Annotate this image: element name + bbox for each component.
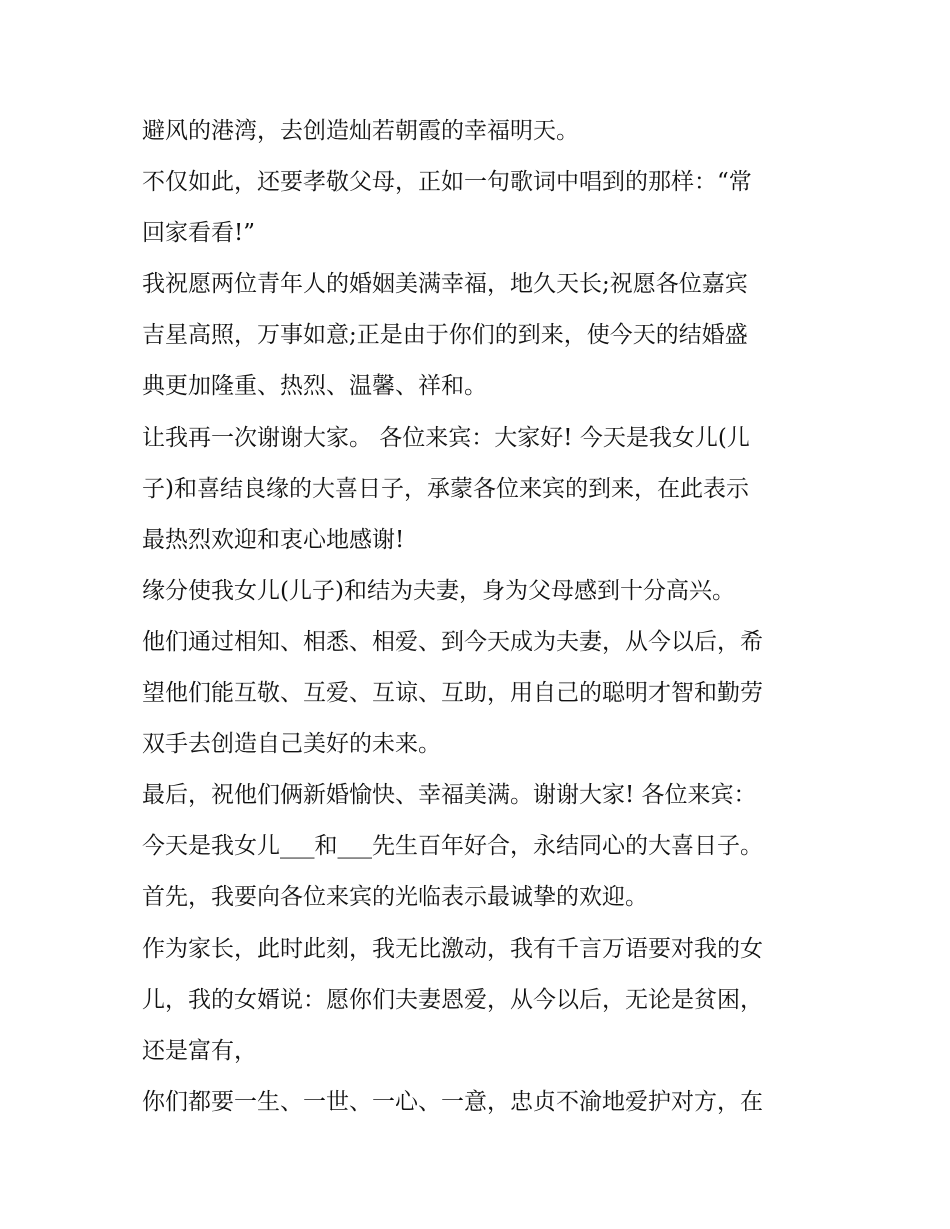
text-line: 还是富有， [142,1037,257,1064]
text-line: 子)和喜结良缘的大喜日子，承蒙各位来宾的到来，在此表示 [142,475,749,502]
text-line: 他们通过相知、相悉、相爱、到今天成为夫妻，从今以后，希 [142,628,763,655]
text-line: 吉星高照，万事如意;正是由于你们的到来，使今天的结婚盛 [142,322,748,349]
text-line: 缘分使我女儿(儿子)和结为夫妻，身为父母感到十分高兴。 [142,577,735,604]
text-line: 避风的港湾，去创造灿若朝霞的幸福明天。 [142,118,579,144]
text-line: 不仅如此，还要孝敬父母，正如一句歌词中唱到的那样：“常 [142,169,752,196]
text-line: 首先，我要向各位来宾的光临表示最诚挚的欢迎。 [142,884,648,911]
text-line: 回家看看!” [142,220,256,247]
text-line: 最热烈欢迎和衷心地感谢! [142,526,405,553]
text-line: 让我再一次谢谢大家。 各位来宾：大家好! 今天是我女儿(儿 [142,424,750,451]
text-line: 儿，我的女婿说：愿你们夫妻恩爱，从今以后，无论是贫困， [142,986,763,1013]
text-line: 望他们能互敬、互爱、互谅、互助，用自己的聪明才智和勤劳 [142,680,763,707]
text-line: 你们都要一生、一世、一心、一意，忠贞不渝地爱护对方，在 [142,1088,763,1115]
text-line: 最后，祝他们俩新婚愉快、幸福美满。谢谢大家! 各位来宾： [142,782,757,809]
text-line: 典更加隆重、热烈、温馨、祥和。 [142,373,487,400]
text-line: 今天是我女儿___和___先生百年好合，永结同心的大喜日子。 [142,833,763,860]
text-line: 我祝愿两位青年人的婚姻美满幸福，地久天长;祝愿各位嘉宾 [142,271,748,298]
document-body [142,106,822,1128]
text-line: 双手去创造自己美好的未来。 [142,731,441,758]
text-line: 作为家长，此时此刻，我无比激动，我有千言万语要对我的女 [142,935,763,962]
